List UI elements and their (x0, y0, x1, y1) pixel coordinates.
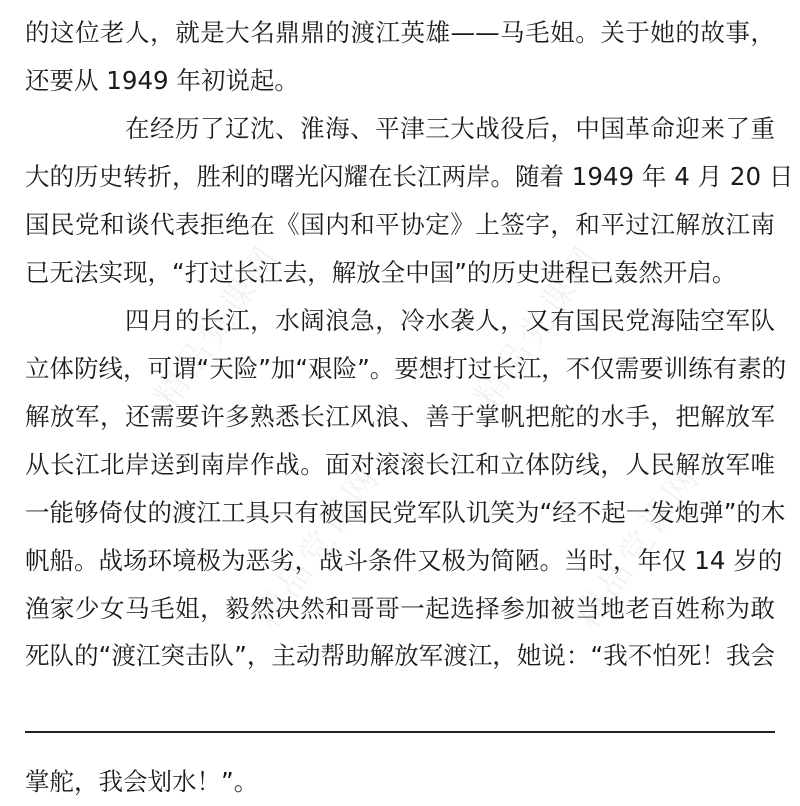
watermark: 精品党课网 (146, 237, 289, 416)
text-line: 渔家少女马毛姐，毅然决然和哥哥一起选择参加被当地老百姓称为敢 (25, 594, 775, 623)
text-line: 的这位老人，就是大名鼎鼎的渡江英雄——马毛姐。关于她的故事， (25, 18, 775, 47)
text-line: 帆船。战场环境极为恶劣，战斗条件又极为简陋。当时，年仅 14 岁的 (25, 546, 783, 575)
text-line: 从长江北岸送到南岸作战。面对滚滚长江和立体防线，人民解放军唯 (25, 450, 775, 479)
watermark: 精品党课网 (246, 457, 389, 636)
text-line: 死队的“渡江突击队”，主动帮助解放军渡江，她说：“我不怕死！我会 (25, 641, 775, 670)
text-line: 立体防线，可谓“天险”加“艰险”。要想打过长江，不仅需要训练有素的 (25, 354, 787, 383)
text-line: 在经历了辽沈、淮海、平津三大战役后，中国革命迎来了重 (125, 114, 775, 143)
text-line: 大的历史转折，胜利的曙光闪耀在长江两岸。随着 1949 年 4 月 20 日 (25, 162, 794, 191)
text-line: 已无法实现，“打过长江去，解放全中国”的历史进程已轰然开启。 (25, 258, 737, 287)
text-line: 一能够倚仗的渡江工具只有被国民党军队讥笑为“经不起一发炮弹”的木 (25, 498, 786, 527)
text-line: 四月的长江，水阔浪急，冷水袭人，又有国民党海陆空军队 (125, 306, 775, 335)
footer-text-line: 掌舵，我会划水！”。 (25, 767, 259, 796)
text-line: 还要从 1949 年初说起。 (25, 66, 299, 95)
watermark: 精品党课网 (466, 237, 609, 416)
text-line: 解放军，还需要许多熟悉长江风浪、善于掌帆把舵的水手，把解放军 (25, 402, 775, 431)
watermark: 精品党课网 (566, 457, 709, 636)
footnote-divider (25, 731, 775, 733)
text-line: 国民党和谈代表拒绝在《国内和平协定》上签字，和平过江解放江南 (25, 210, 775, 239)
